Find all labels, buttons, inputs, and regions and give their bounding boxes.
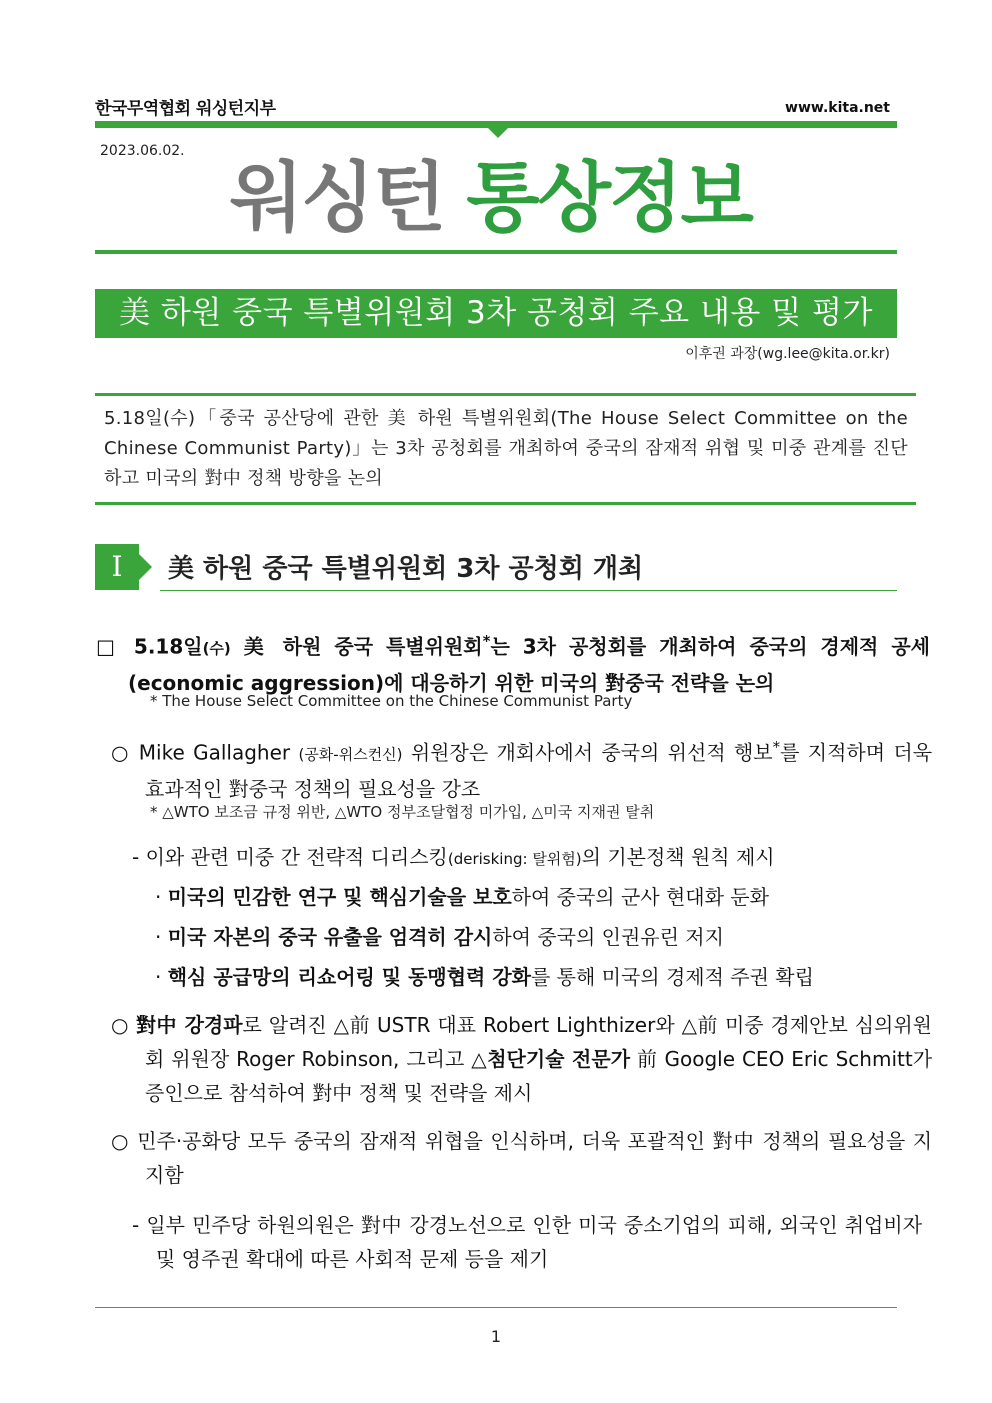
bullet-footnote-mark: * — [482, 632, 491, 650]
circle1-name: Mike Gallagher — [138, 740, 291, 765]
circle2-bold-a: 對中 강경파 — [135, 1013, 243, 1037]
dash1-small: (derisking: 탈위험) — [447, 850, 582, 868]
circle1-text-a: 위원장은 개회사에서 중국의 위선적 행보 — [402, 740, 773, 765]
summary-bottom-rule — [95, 502, 916, 505]
circle-bullet-icon: ○ — [111, 1013, 130, 1037]
footer-divider — [95, 1307, 897, 1308]
section-arrow-icon — [139, 554, 152, 580]
publication-date: 2023.06.02. — [100, 143, 185, 159]
bullet-text-a: 美 하원 중국 특별위원회 — [230, 634, 483, 659]
header-notch — [487, 127, 509, 138]
dot-bullet-icon: · — [155, 965, 162, 989]
section-underline — [160, 590, 897, 591]
dash-bullet-icon: - — [132, 845, 140, 869]
footnote-wto: * △WTO 보조금 규정 위반, △WTO 정부조달협정 미가입, △미국 지재권 탈취 — [150, 803, 655, 821]
circle-item-gallagher — [111, 730, 932, 806]
dot2-bold: 미국 자본의 중국 유출을 엄격히 감시 — [167, 925, 493, 949]
dot1-rest: 하여 중국의 군사 현대화 둔화 — [511, 885, 769, 909]
author-line: 이후권 과장(wg.lee@kita.or.kr) — [685, 346, 890, 362]
dot3-rest: 를 통해 미국의 경제적 주권 확립 — [530, 965, 814, 989]
dot-item-research — [155, 880, 769, 914]
circle-item-witnesses — [111, 1008, 932, 1110]
circle2-bold-b: 첨단기술 전문가 — [487, 1047, 631, 1071]
organization-name: 한국무역협회 워싱턴지부 — [95, 99, 276, 119]
dot-item-supply-chain — [155, 960, 814, 994]
bullet-day: (수) — [202, 639, 231, 658]
bullet-main — [96, 624, 930, 700]
bullet-text-b: 는 3차 공청회를 개최하여 중국의 경제적 공세(economic aggression)에 대응하기 위한 미국의 對중국 전략을 논의 — [128, 634, 930, 695]
circle2-text-a: 로 알려진 △前 USTR 대표 Robert Lighthizer와 △前 미중 경제안보 심의위원회 위원장 Roger Robinson, 그리고 △ — [145, 1013, 932, 1071]
section-title: 美 하원 중국 특별위원회 3차 공청회 개최 — [168, 554, 644, 584]
summary-top-rule — [95, 393, 916, 396]
dot-bullet-icon: · — [155, 925, 162, 949]
summary-text: 5.18일(수)「중국 공산당에 관한 美 하원 특별위원회(The House Select Committee on the Chinese Communist Party)」는 3차 공청회를 개최하여 중국의 잠재적 위협 및 미중 관계를 진단하고 미국의 對中 정책 방향을 논의 — [104, 408, 908, 489]
dot3-bold: 핵심 공급망의 리쇼어링 및 동맹협력 강화 — [167, 965, 531, 989]
masthead-divider — [95, 250, 897, 254]
circle1-affiliation: (공화-위스컨신) — [298, 745, 403, 764]
masthead — [230, 148, 752, 248]
dot1-bold: 미국의 민감한 연구 및 핵심기술을 보호 — [167, 885, 512, 909]
dash-item-derisking — [132, 840, 922, 876]
website-link[interactable]: www.kita.net — [785, 100, 890, 116]
circle-bullet-icon: ○ — [111, 1129, 130, 1153]
dash-item-democrats — [132, 1208, 922, 1276]
masthead-gray-text: 워싱턴 — [230, 153, 445, 242]
circle1-text-b: 를 지적하며 더욱 효과적인 對중국 정책의 필요성을 강조 — [145, 740, 933, 801]
checkbox-square-icon: □ — [96, 634, 121, 659]
dash1-text-b: 의 기본정책 원칙 제시 — [581, 845, 775, 869]
circle1-footnote-mark: * — [772, 738, 781, 756]
circle-item-bipartisan — [111, 1124, 932, 1192]
circle3-text: 민주·공화당 모두 중국의 잠재적 위협을 인식하며, 더욱 포괄적인 對中 정책의 필요성을 지지함 — [137, 1129, 933, 1187]
page-number: 1 — [490, 1327, 502, 1346]
circle-bullet-icon: ○ — [111, 740, 131, 765]
section-number-box: I — [95, 544, 139, 590]
bullet-date: 5.18일 — [133, 634, 203, 659]
masthead-green-text: 통상정보 — [466, 153, 752, 242]
dash1-text-a: 이와 관련 미중 간 전략적 디리스킹 — [145, 845, 448, 869]
dot-item-capital — [155, 920, 724, 954]
footnote-committee: * The House Select Committee on the Chinese Communist Party — [150, 692, 633, 710]
circle2-text-b: 前 Google CEO Eric Schmitt가 증인으로 참석하여 對中 정책 및 전략을 제시 — [145, 1047, 933, 1105]
page-title: 美 하원 중국 특별위원회 3차 공청회 주요 내용 및 평가 — [119, 295, 873, 331]
dash-bullet-icon: - — [132, 1213, 140, 1237]
dot-bullet-icon: · — [155, 885, 162, 909]
dash2-text: 일부 민주당 하원의원은 對中 강경노선으로 인한 미국 중소기업의 피해, 외국인 취업비자 및 영주권 확대에 따른 사회적 문제 등을 제기 — [146, 1213, 923, 1271]
dot2-rest: 하여 중국의 인권유린 저지 — [492, 925, 724, 949]
